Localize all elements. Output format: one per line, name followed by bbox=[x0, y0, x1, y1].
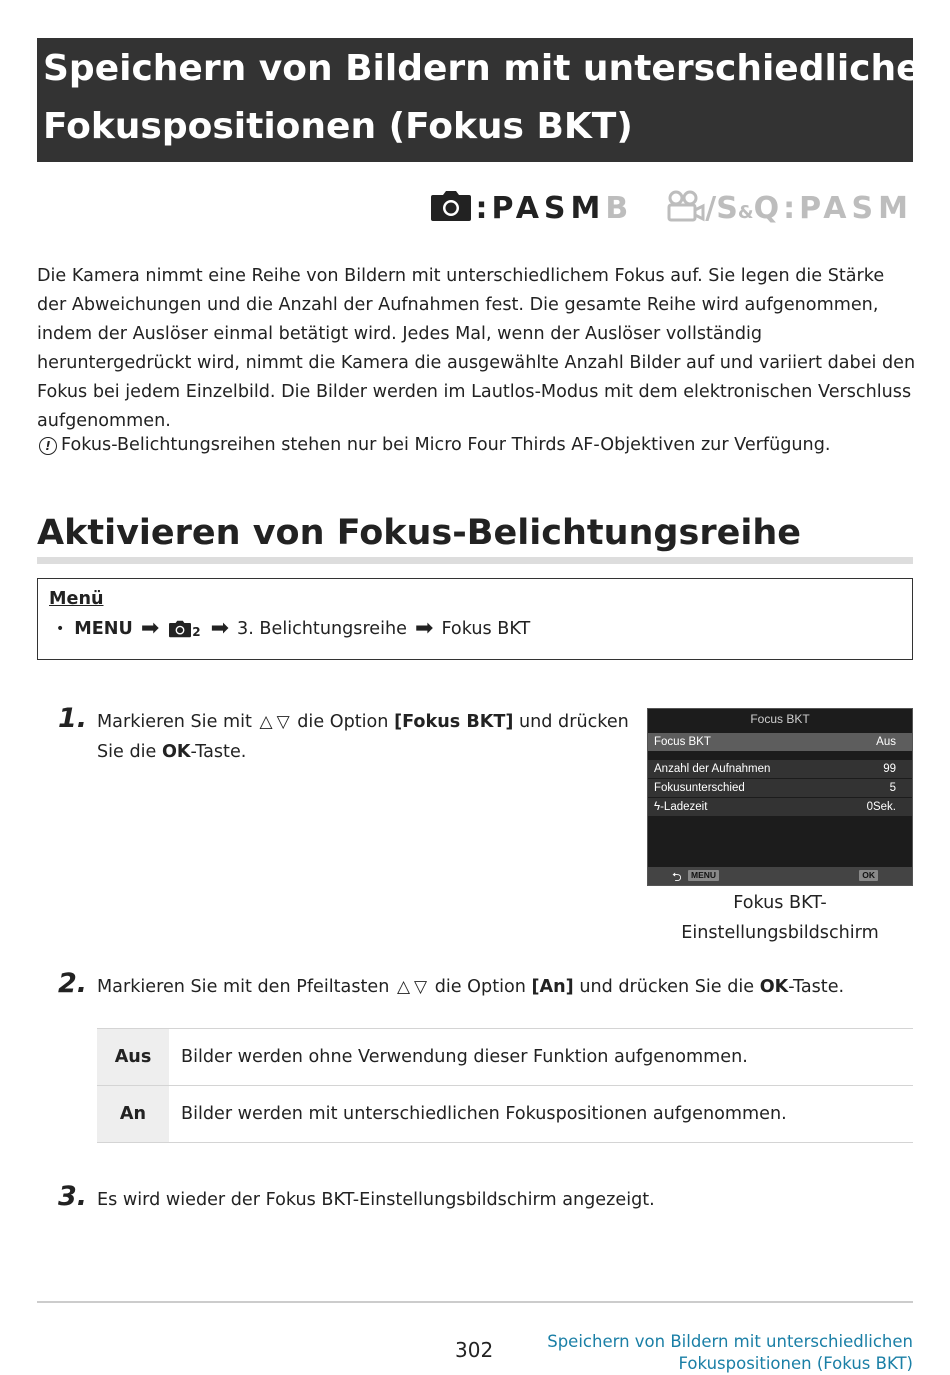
menu-tab-sub: 2 bbox=[192, 625, 201, 639]
screen-row-ladezeit bbox=[648, 798, 912, 816]
menu-label: Menü bbox=[49, 589, 104, 609]
section-divider bbox=[37, 557, 913, 564]
slash: / bbox=[705, 190, 717, 226]
step-1-option: [Fokus BKT] bbox=[394, 712, 514, 732]
step-2-part: und drücken Sie die bbox=[579, 977, 755, 997]
camera-icon bbox=[431, 191, 471, 225]
screen-footer bbox=[648, 867, 912, 885]
screen-row-label: Fokusunterschied bbox=[654, 782, 745, 794]
arrow-right-icon: ➡ bbox=[415, 616, 434, 641]
step-2-part: -Taste. bbox=[788, 977, 845, 997]
menu-step-fokus-bkt: Fokus BKT bbox=[441, 619, 531, 639]
screen-row-anzahl bbox=[648, 760, 912, 778]
sq-mode-q: Q bbox=[753, 190, 780, 226]
photo-modes-active: PASM bbox=[491, 190, 606, 226]
sq-mode-s: S bbox=[716, 190, 738, 226]
screen-row-label-ladezeit bbox=[654, 798, 707, 816]
movie-camera-icon bbox=[667, 190, 705, 226]
screen-row-label: -Ladezeit bbox=[660, 801, 708, 813]
option-description: Bilder werden mit unterschiedlichen Fokuspositionen aufgenommen. bbox=[169, 1086, 913, 1143]
option-key: Aus bbox=[97, 1029, 169, 1086]
screen-caption-line-2: Einstellungsbildschirm bbox=[681, 923, 879, 943]
options-table bbox=[97, 1028, 913, 1143]
screen-row-value: Aus bbox=[876, 736, 896, 748]
page-title-box bbox=[37, 38, 947, 162]
option-key: An bbox=[97, 1086, 169, 1143]
section-heading: Aktivieren von Fokus-Belichtungsreihe bbox=[37, 513, 801, 553]
note-icon: ! bbox=[39, 437, 57, 455]
step-1-part: die Option bbox=[297, 712, 389, 732]
down-arrow-icon: ▽ bbox=[276, 712, 290, 732]
screen-row-value: 5 bbox=[889, 782, 896, 794]
back-icon: ⮌ bbox=[672, 870, 682, 884]
note-text: Fokus-Belichtungsreihen stehen nur bei Micro Four Thirds AF-Objektiven zur Verfügung. bbox=[61, 435, 831, 455]
photo-mode-inactive: B bbox=[605, 190, 634, 226]
step-1-number: 1. bbox=[58, 703, 88, 734]
option-description: Bilder werden ohne Verwendung dieser Funktion aufgenommen. bbox=[169, 1029, 913, 1086]
sq-mode-amp: & bbox=[737, 201, 754, 223]
chapter-link-line-1[interactable]: Speichern von Bildern mit unterschiedlichen bbox=[547, 1332, 913, 1351]
footer-divider bbox=[37, 1301, 913, 1303]
screen-title: Focus BKT bbox=[750, 712, 810, 726]
ok-key: OK bbox=[161, 742, 191, 762]
movie-modes: PASM bbox=[799, 190, 913, 226]
ok-key: OK bbox=[759, 977, 789, 997]
page-title-line-1: Speichern von Bildern mit unterschiedlichen bbox=[43, 48, 947, 89]
menu-step-belichtungsreihe: 3. Belichtungsreihe bbox=[237, 619, 407, 639]
step-2-text bbox=[97, 972, 917, 1002]
menu-path bbox=[56, 616, 531, 641]
arrow-right-icon: ➡ bbox=[210, 616, 230, 641]
step-1-part: Sie die bbox=[97, 742, 157, 762]
table-row bbox=[97, 1086, 913, 1143]
step-1-part: Markieren Sie mit bbox=[97, 712, 252, 732]
up-arrow-icon: △ bbox=[396, 977, 411, 997]
menu-start: MENU bbox=[74, 619, 133, 639]
step-2-part: Markieren Sie mit den Pfeiltasten bbox=[97, 977, 390, 997]
screen-caption bbox=[647, 888, 913, 948]
shooting-modes-indicator bbox=[431, 186, 913, 230]
flash-icon: ϟ bbox=[654, 801, 661, 813]
screen-row-focus-bkt bbox=[648, 733, 912, 751]
chapter-link[interactable] bbox=[547, 1331, 913, 1375]
page-title-line-2: Fokuspositionen (Fokus BKT) bbox=[43, 106, 633, 147]
screen-caption-line-1: Fokus BKT- bbox=[733, 893, 827, 913]
screen-menu-button: MENU bbox=[688, 870, 719, 881]
step-3-text: Es wird wieder der Fokus BKT-Einstellungsbildschirm angezeigt. bbox=[97, 1190, 655, 1210]
camera-screen bbox=[647, 708, 913, 886]
screen-row-value: 0Sek. bbox=[866, 801, 896, 813]
note-line bbox=[37, 431, 917, 460]
menu-path-box bbox=[37, 578, 913, 660]
screen-ok-button: OK bbox=[859, 870, 878, 881]
menu-bullet: • bbox=[56, 621, 65, 637]
down-arrow-icon: ▽ bbox=[414, 977, 428, 997]
step-2-number: 2. bbox=[58, 968, 88, 999]
chapter-link-line-2[interactable]: Fokuspositionen (Fokus BKT) bbox=[678, 1354, 913, 1373]
screen-row-fokusunterschied bbox=[648, 779, 912, 797]
movie-mode-colon: : bbox=[783, 190, 796, 226]
screen-row-label: Focus BKT bbox=[654, 736, 711, 748]
step-1-part: und drücken bbox=[519, 712, 629, 732]
step-1-part: -Taste. bbox=[190, 742, 247, 762]
page-number: 302 bbox=[455, 1338, 494, 1362]
screen-row-value: 99 bbox=[883, 763, 896, 775]
intro-paragraph: Die Kamera nimmt eine Reihe von Bildern mit unterschiedlichem Fokus auf. Sie legen die Stärke der Abweichungen und die Anzahl der Aufnahmen fest. Die gesamte Reihe wird aufgenommen, indem der Auslöser einmal betätigt wird. Jedes Mal, wenn der Auslöser vollständig heruntergedrückt wird, nimmt die Kamera die ausgewählte Anzahl Bilder auf und variiert dabei den Fokus bei jedem Einzelbild. Die Bilder werden im Lautlos-Modus mit dem elektronischen Verschluss aufgenommen. bbox=[37, 266, 916, 431]
step-3-number: 3. bbox=[58, 1181, 88, 1212]
shooting-menu-2-icon bbox=[169, 620, 200, 638]
arrow-right-icon: ➡ bbox=[140, 616, 160, 641]
step-1-text bbox=[97, 707, 637, 767]
up-arrow-icon: △ bbox=[259, 712, 273, 732]
step-2-option: [An] bbox=[531, 977, 574, 997]
screen-row-label: Anzahl der Aufnahmen bbox=[654, 763, 771, 775]
mode-colon: : bbox=[475, 190, 488, 226]
table-row bbox=[97, 1029, 913, 1086]
step-2-part: die Option bbox=[434, 977, 526, 997]
